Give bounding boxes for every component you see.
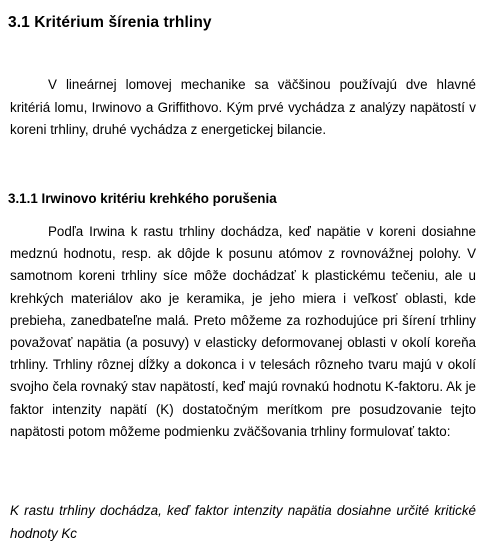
criterion-statement: K rastu trhliny dochádza, keď faktor intenzity napätia dosiahne určité kritické hodnoty Kc: [10, 503, 476, 541]
section-heading: 3.1 Kritérium šírenia trhliny: [8, 14, 212, 31]
subsection-heading: 3.1.1 Irwinovo kritériu krehkého porušenia: [8, 191, 277, 206]
intro-paragraph: V lineárnej lomovej mechanike sa väčšinou používajú dve hlavné kritériá lomu, Irwinovo a Griffithovo. Kým prvé vychádza z analýzy napätostí v koreni trhliny, druhé vychádza z energetickej bilancie.: [10, 77, 476, 137]
irwin-paragraph: Podľa Irwina k rastu trhliny dochádza, keď napätie v koreni dosiahne medznú hodnotu, resp. ak dôjde k posunu atómov z rovnovážnej polohy. V samotnom koreni trhliny síce môže dochádzať k plastickému tečeniu, ale u krehkých materiálov ako je keramika, je jeho miera i veľkosť oblasti, kde prebieha, zanedbateľne malá. Preto môžeme za rozhodujúce pri šírení trhliny považovať napätia (a posuvy) v elasticky deformovanej oblasti v okolí koreňa trhliny. Trhliny rôznej dĺžky a dokonca i v telesách rôzneho tvaru majú v okolí svojho čela rovnaký stav napätostí, keď majú rovnakú hodnotu K-faktoru. Ak je faktor intenzity napätí (K) dostatočným merítkom pre posudzovanie tejto napätosti potom môžeme podmienku zväčšovania trhliny formulovať takto:: [10, 224, 476, 439]
